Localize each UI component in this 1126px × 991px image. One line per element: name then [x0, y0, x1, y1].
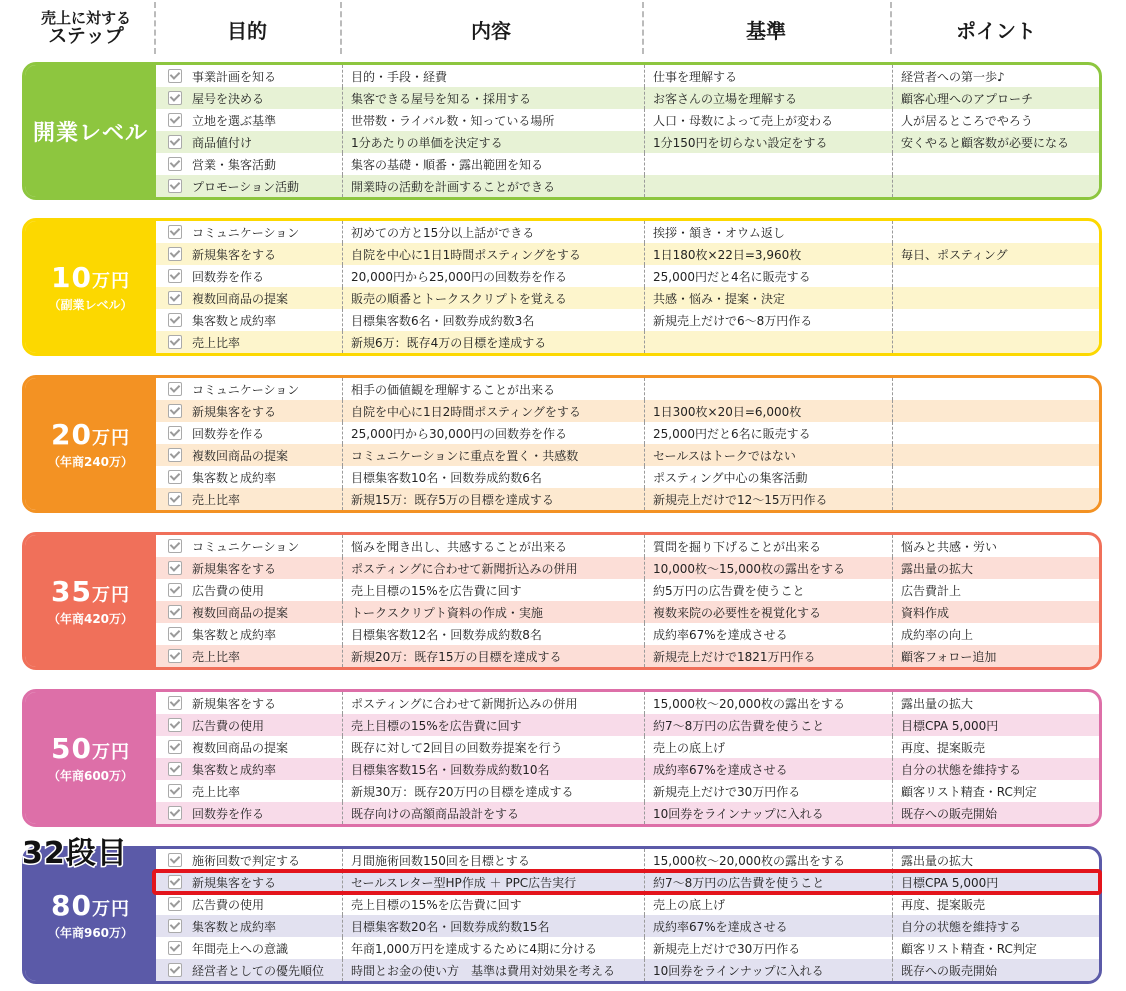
cell-criteria: 共感・悩み・提案・決定: [644, 287, 892, 309]
cell-purpose: [156, 466, 342, 488]
cell-criteria: 10回券をラインナップに入れる: [644, 802, 892, 824]
section-10man: [22, 218, 1102, 356]
checkbox-icon[interactable]: [168, 313, 182, 327]
section-label: [25, 535, 156, 667]
cell-content: 販売の順番とトークスクリプトを覚える: [342, 287, 644, 309]
section-rows: [156, 221, 1099, 353]
section-label-unit: 万円: [91, 271, 130, 292]
checkbox-icon[interactable]: [168, 806, 182, 820]
cell-content: 新規20万：既存15万の目標を達成する: [342, 645, 644, 667]
cell-content: 売上目標の15%を広告費に回す: [342, 893, 644, 915]
cell-criteria: 人口・母数によって売上が変わる: [644, 109, 892, 131]
table-row: [156, 645, 1099, 667]
header-step-line1: 売上に対する: [40, 9, 131, 28]
cell-point: 目標CPA 5,000円: [892, 714, 1099, 736]
section-label-title: [33, 116, 148, 147]
checkbox-icon[interactable]: [168, 269, 182, 283]
section-label-title: [51, 575, 130, 608]
checkbox-icon[interactable]: [168, 291, 182, 305]
cell-criteria: 売上の底上げ: [644, 893, 892, 915]
section-label-sub: （年商420万）: [47, 612, 134, 626]
cell-purpose-text: 集客数と成約率: [192, 762, 277, 777]
cell-purpose: [156, 780, 342, 802]
cell-criteria: [644, 331, 892, 353]
header-point: ポイント: [956, 18, 1036, 43]
cell-purpose: [156, 579, 342, 601]
cell-content: ポスティングに合わせて新聞折込みの併用: [342, 692, 644, 714]
cell-purpose: [156, 488, 342, 510]
cell-point: 既存への販売開始: [892, 959, 1099, 981]
cell-purpose: [156, 893, 342, 915]
cell-criteria: お客さんの立場を理解する: [644, 87, 892, 109]
table-row: [156, 109, 1099, 131]
cell-purpose: [156, 331, 342, 353]
cell-content: セールスレター型HP作成 ＋ PPC広告実行: [342, 871, 644, 893]
header-step: [22, 0, 150, 58]
section-label-unit: 万円: [91, 742, 130, 763]
section-rows: [156, 535, 1099, 667]
cell-content: 年商1,000万円を達成するために4期に分ける: [342, 937, 644, 959]
cell-criteria: 10回券をラインナップに入れる: [644, 959, 892, 981]
section-50man: [22, 689, 1102, 827]
cell-purpose: [156, 535, 342, 557]
cell-purpose-text: 広告費の使用: [192, 718, 265, 733]
checkbox-icon[interactable]: [168, 696, 182, 710]
cell-purpose: [156, 287, 342, 309]
table-row: [156, 175, 1099, 197]
checkbox-icon[interactable]: [168, 179, 182, 193]
table-row: [156, 466, 1099, 488]
cell-content: 集客の基礎・順番・露出範囲を知る: [342, 153, 644, 175]
cell-point: [892, 287, 1099, 309]
section-rows: [156, 65, 1099, 197]
cell-purpose-text: 広告費の使用: [192, 897, 265, 912]
checkbox-icon[interactable]: [168, 941, 182, 955]
cell-purpose-text: 売上比率: [192, 335, 241, 350]
cell-purpose-text: 新規集客をする: [192, 875, 277, 890]
table-row: [156, 758, 1099, 780]
cell-purpose: [156, 444, 342, 466]
cell-content: 25,000円から30,000円の回数券を作る: [342, 422, 644, 444]
checkbox-icon[interactable]: [168, 404, 182, 418]
cell-point: 顧客リスト精査・RC判定: [892, 937, 1099, 959]
table-row: [156, 87, 1099, 109]
checkbox-icon[interactable]: [168, 382, 182, 396]
checkbox-icon[interactable]: [168, 426, 182, 440]
cell-purpose-text: 回数券を作る: [192, 426, 265, 441]
cell-point: 再度、提案販売: [892, 893, 1099, 915]
checkbox-icon[interactable]: [168, 335, 182, 349]
cell-criteria: 新規売上だけで6〜8万円作る: [644, 309, 892, 331]
table-row: [156, 849, 1099, 871]
cell-purpose-text: 営業・集客活動: [192, 157, 277, 172]
checkbox-icon[interactable]: [168, 853, 182, 867]
section-label-sub: （年商240万）: [47, 455, 134, 469]
section-label-title: [51, 418, 130, 451]
cell-point: 露出量の拡大: [892, 692, 1099, 714]
section-label-unit: 万円: [91, 899, 130, 920]
section-label-sub: （年商960万）: [47, 926, 134, 940]
table-row: [156, 131, 1099, 153]
cell-purpose-text: 売上比率: [192, 784, 241, 799]
table-row: [156, 287, 1099, 309]
cell-purpose-text: 立地を選ぶ基準: [192, 113, 277, 128]
table-row: [156, 243, 1099, 265]
cell-purpose-text: 事業計画を知る: [192, 69, 277, 84]
cell-purpose: [156, 400, 342, 422]
cell-content: 悩みを聞き出し、共感することが出来る: [342, 535, 644, 557]
section-35man: [22, 532, 1102, 670]
cell-purpose: [156, 692, 342, 714]
cell-point: 顧客心理へのアプローチ: [892, 87, 1099, 109]
cell-criteria: 約7〜8万円の広告費を使うこと: [644, 871, 892, 893]
table-row: [156, 893, 1099, 915]
table-row: [156, 802, 1099, 824]
table-row: [156, 221, 1099, 243]
cell-purpose: [156, 601, 342, 623]
header-criteria: 基準: [746, 18, 786, 43]
highlight-box: [152, 869, 1102, 895]
checkbox-icon[interactable]: [168, 583, 182, 597]
checkbox-icon[interactable]: [168, 897, 182, 911]
cell-criteria: 25,000円だと6名に販売する: [644, 422, 892, 444]
cell-content: 月間施術回数150回を目標とする: [342, 849, 644, 871]
cell-point: [892, 175, 1099, 197]
section-label-title: [51, 261, 130, 294]
cell-point: 顧客リスト精査・RC判定: [892, 780, 1099, 802]
cell-purpose-text: 広告費の使用: [192, 583, 265, 598]
checkbox-icon[interactable]: [168, 492, 182, 506]
cell-purpose: [156, 131, 342, 153]
cell-criteria: 新規売上だけで12〜15万円作る: [644, 488, 892, 510]
cell-criteria: 成約率67%を達成させる: [644, 758, 892, 780]
table-row: [156, 557, 1099, 579]
checkbox-icon[interactable]: [168, 113, 182, 127]
table-row: [156, 488, 1099, 510]
cell-point: [892, 153, 1099, 175]
section-label: [25, 692, 156, 824]
cell-purpose: [156, 309, 342, 331]
cell-purpose: [156, 265, 342, 287]
cell-point: 露出量の拡大: [892, 557, 1099, 579]
cell-purpose: [156, 243, 342, 265]
cell-purpose: [156, 959, 342, 981]
cell-purpose: [156, 915, 342, 937]
table-row: [156, 309, 1099, 331]
cell-criteria: 新規売上だけで30万円作る: [644, 780, 892, 802]
cell-criteria: 約7〜8万円の広告費を使うこと: [644, 714, 892, 736]
cell-purpose: [156, 849, 342, 871]
cell-purpose: [156, 758, 342, 780]
cell-criteria: 売上の底上げ: [644, 736, 892, 758]
table-row: [156, 714, 1099, 736]
section-rows: [156, 378, 1099, 510]
table-row: [156, 579, 1099, 601]
checkbox-icon[interactable]: [168, 649, 182, 663]
cell-content: 売上目標の15%を広告費に回す: [342, 579, 644, 601]
checkbox-icon[interactable]: [168, 539, 182, 553]
cell-point: [892, 400, 1099, 422]
cell-point: 毎日、ポスティング: [892, 243, 1099, 265]
section-label-main: 開業レベル: [32, 120, 148, 146]
cell-purpose-text: 複数回商品の提案: [192, 740, 289, 755]
checkbox-icon[interactable]: [168, 470, 182, 484]
section-label-number: 10: [51, 261, 92, 294]
cell-purpose-text: コミュニケーション: [192, 539, 300, 554]
table-row: [156, 780, 1099, 802]
table-row: [156, 692, 1099, 714]
table-row: [156, 331, 1099, 353]
cell-criteria: 15,000枚〜20,000枚の露出をする: [644, 849, 892, 871]
section-80man: [22, 846, 1102, 984]
cell-purpose-text: 商品値付け: [192, 135, 253, 150]
section-label-number: 80: [51, 889, 92, 922]
cell-criteria: 1日300枚×20日=6,000枚: [644, 400, 892, 422]
cell-purpose-text: 新規集客をする: [192, 696, 277, 711]
checkbox-icon[interactable]: [168, 740, 182, 754]
cell-purpose-text: プロモーション活動: [192, 179, 300, 194]
section-label-sub: （副業レベル）: [48, 298, 133, 312]
checkbox-icon[interactable]: [168, 561, 182, 575]
cell-point: [892, 422, 1099, 444]
cell-criteria: 質問を掘り下げることが出来る: [644, 535, 892, 557]
section-label-sub: （年商600万）: [47, 769, 134, 783]
cell-point: [892, 444, 1099, 466]
checkbox-icon[interactable]: [168, 627, 182, 641]
section-20man: [22, 375, 1102, 513]
checkbox-icon[interactable]: [168, 718, 182, 732]
cell-purpose: [156, 109, 342, 131]
checkbox-icon[interactable]: [168, 247, 182, 261]
table-row: [156, 736, 1099, 758]
cell-criteria: 1分150円を切らない設定をする: [644, 131, 892, 153]
section-label: [25, 65, 156, 197]
cell-content: 自院を中心に1日2時間ポスティングをする: [342, 400, 644, 422]
table-row: [156, 623, 1099, 645]
cell-criteria: セールスはトークではない: [644, 444, 892, 466]
cell-content: 1分あたりの単価を決定する: [342, 131, 644, 153]
table-row: [156, 422, 1099, 444]
cell-purpose-text: 回数券を作る: [192, 806, 265, 821]
cell-purpose: [156, 937, 342, 959]
cell-criteria: 10,000枚〜15,000枚の露出をする: [644, 557, 892, 579]
cell-purpose: [156, 645, 342, 667]
cell-purpose: [156, 736, 342, 758]
cell-purpose-text: 複数回商品の提案: [192, 605, 289, 620]
cell-purpose-text: 年間売上への意識: [192, 941, 289, 956]
section-label-title: [51, 732, 130, 765]
cell-point: 露出量の拡大: [892, 849, 1099, 871]
cell-purpose: [156, 175, 342, 197]
cell-criteria: 新規売上だけで1821万円作る: [644, 645, 892, 667]
checkbox-icon[interactable]: [168, 963, 182, 977]
cell-point: [892, 466, 1099, 488]
cell-purpose-text: 集客数と成約率: [192, 470, 277, 485]
cell-point: 再度、提案販売: [892, 736, 1099, 758]
cell-criteria: 成約率67%を達成させる: [644, 915, 892, 937]
table-row: [156, 937, 1099, 959]
cell-criteria: 複数来院の必要性を視覚化する: [644, 601, 892, 623]
cell-purpose: [156, 802, 342, 824]
header-step-line2: ステップ: [48, 24, 124, 47]
cell-content: 新規6万：既存4万の目標を達成する: [342, 331, 644, 353]
cell-content: 自院を中心に1日1時間ポスティングをする: [342, 243, 644, 265]
checkbox-icon[interactable]: [168, 448, 182, 462]
cell-purpose-text: 集客数と成約率: [192, 313, 277, 328]
cell-content: 新規15万：既存5万の目標を達成する: [342, 488, 644, 510]
section-label-unit: 万円: [91, 428, 130, 449]
checkbox-icon[interactable]: [168, 919, 182, 933]
section-label-unit: 万円: [91, 585, 130, 606]
cell-purpose-text: 新規集客をする: [192, 561, 277, 576]
cell-point: [892, 309, 1099, 331]
table-row: [156, 378, 1099, 400]
cell-point: [892, 265, 1099, 287]
section-label-number: 20: [51, 418, 92, 451]
cell-criteria: 成約率67%を達成させる: [644, 623, 892, 645]
cell-purpose-text: 集客数と成約率: [192, 919, 277, 934]
checkbox-icon[interactable]: [168, 784, 182, 798]
cell-point: 安くやると顧客数が必要になる: [892, 131, 1099, 153]
cell-content: 既存向けの高額商品設計をする: [342, 802, 644, 824]
cell-purpose-text: 集客数と成約率: [192, 627, 277, 642]
cell-purpose: [156, 557, 342, 579]
cell-content: 既存に対して2回目の回数券提案を行う: [342, 736, 644, 758]
cell-purpose-text: 複数回商品の提案: [192, 448, 289, 463]
cell-point: [892, 378, 1099, 400]
cell-content: 集客できる屋号を知る・採用する: [342, 87, 644, 109]
table-row: [156, 959, 1099, 981]
section-rows: [156, 692, 1099, 824]
header-purpose: 目的: [227, 18, 267, 43]
table-row: [156, 601, 1099, 623]
cell-content: 売上目標の15%を広告費に回す: [342, 714, 644, 736]
cell-purpose-text: 新規集客をする: [192, 247, 277, 262]
cell-point: 経営者への第一歩♪: [892, 65, 1099, 87]
cell-criteria: ポスティング中心の集客活動: [644, 466, 892, 488]
cell-point: 広告費計上: [892, 579, 1099, 601]
cell-content: 世帯数・ライバル数・知っている場所: [342, 109, 644, 131]
cell-criteria: 新規売上だけで30万円作る: [644, 937, 892, 959]
table-row: [156, 265, 1099, 287]
cell-point: 資料作成: [892, 601, 1099, 623]
table-row: [156, 65, 1099, 87]
cell-purpose: [156, 378, 342, 400]
cell-purpose-text: 回数券を作る: [192, 269, 265, 284]
cell-content: 目標集客数10名・回数券成約数6名: [342, 466, 644, 488]
checkbox-icon[interactable]: [168, 605, 182, 619]
table-row: [156, 444, 1099, 466]
cell-content: 時間とお金の使い方 基準は費用対効果を考える: [342, 959, 644, 981]
section-label-number: 50: [51, 732, 92, 765]
row-callout: 32段目: [22, 836, 128, 871]
cell-content: トークスクリプト資料の作成・実施: [342, 601, 644, 623]
cell-criteria: 仕事を理解する: [644, 65, 892, 87]
section-label-title: [51, 889, 130, 922]
checkbox-icon[interactable]: [168, 225, 182, 239]
cell-content: 目的・手段・経費: [342, 65, 644, 87]
cell-content: 相手の価値観を理解することが出来る: [342, 378, 644, 400]
cell-purpose-text: コミュニケーション: [192, 382, 300, 397]
cell-criteria: 約5万円の広告費を使うこと: [644, 579, 892, 601]
header-content: 内容: [471, 18, 511, 43]
cell-point: 顧客フォロー追加: [892, 645, 1099, 667]
checkbox-icon[interactable]: [168, 135, 182, 149]
cell-purpose: [156, 422, 342, 444]
cell-criteria: 1日180枚×22日=3,960枚: [644, 243, 892, 265]
checkbox-icon[interactable]: [168, 157, 182, 171]
cell-content: 目標集客数6名・回数券成約数3名: [342, 309, 644, 331]
cell-content: 新規30万：既存20万円の目標を達成する: [342, 780, 644, 802]
section-label: [25, 221, 156, 353]
cell-purpose: [156, 623, 342, 645]
table-row: [156, 153, 1099, 175]
cell-point: 既存への販売開始: [892, 802, 1099, 824]
cell-criteria: 挨拶・頷き・オウム返し: [644, 221, 892, 243]
cell-criteria: 15,000枚〜20,000枚の露出をする: [644, 692, 892, 714]
table-row: [156, 400, 1099, 422]
cell-point: 人が居るところでやろう: [892, 109, 1099, 131]
section-kaigyo: [22, 62, 1102, 200]
cell-content: コミュニケーションに重点を置く・共感数: [342, 444, 644, 466]
table-row: [156, 915, 1099, 937]
section-label-number: 35: [51, 575, 92, 608]
cell-content: 目標集客数20名・回数券成約数15名: [342, 915, 644, 937]
cell-purpose: [156, 221, 342, 243]
cell-point: 自分の状態を維持する: [892, 758, 1099, 780]
cell-purpose: [156, 65, 342, 87]
cell-point: [892, 488, 1099, 510]
cell-point: 自分の状態を維持する: [892, 915, 1099, 937]
cell-purpose-text: 屋号を決める: [192, 91, 265, 106]
cell-criteria: [644, 378, 892, 400]
cell-purpose-text: 施術回数で判定する: [192, 853, 301, 868]
cell-purpose-text: 新規集客をする: [192, 404, 277, 419]
cell-point: 悩みと共感・労い: [892, 535, 1099, 557]
cell-point: [892, 331, 1099, 353]
checkbox-icon[interactable]: [168, 69, 182, 83]
cell-purpose: [156, 153, 342, 175]
cell-content: 開業時の活動を計画することができる: [342, 175, 644, 197]
cell-content: ポスティングに合わせて新聞折込みの併用: [342, 557, 644, 579]
section-label: [25, 378, 156, 510]
cell-criteria: [644, 175, 892, 197]
cell-purpose-text: 売上比率: [192, 492, 241, 507]
cell-point: 目標CPA 5,000円: [892, 871, 1099, 893]
cell-criteria: 25,000円だと4名に販売する: [644, 265, 892, 287]
cell-content: 目標集客数12名・回数券成約数8名: [342, 623, 644, 645]
cell-point: [892, 221, 1099, 243]
checkbox-icon[interactable]: [168, 762, 182, 776]
cell-criteria: [644, 153, 892, 175]
cell-purpose-text: 複数回商品の提案: [192, 291, 289, 306]
cell-purpose: [156, 87, 342, 109]
cell-content: 初めての方と15分以上話ができる: [342, 221, 644, 243]
checkbox-icon[interactable]: [168, 91, 182, 105]
cell-content: 目標集客数15名・回数券成約数10名: [342, 758, 644, 780]
cell-content: 20,000円から25,000円の回数券を作る: [342, 265, 644, 287]
cell-purpose-text: コミュニケーション: [192, 225, 300, 240]
cell-purpose-text: 売上比率: [192, 649, 241, 664]
table-row: [156, 535, 1099, 557]
cell-point: 成約率の向上: [892, 623, 1099, 645]
cell-purpose-text: 経営者としての優先順位: [192, 963, 325, 978]
cell-purpose: [156, 714, 342, 736]
